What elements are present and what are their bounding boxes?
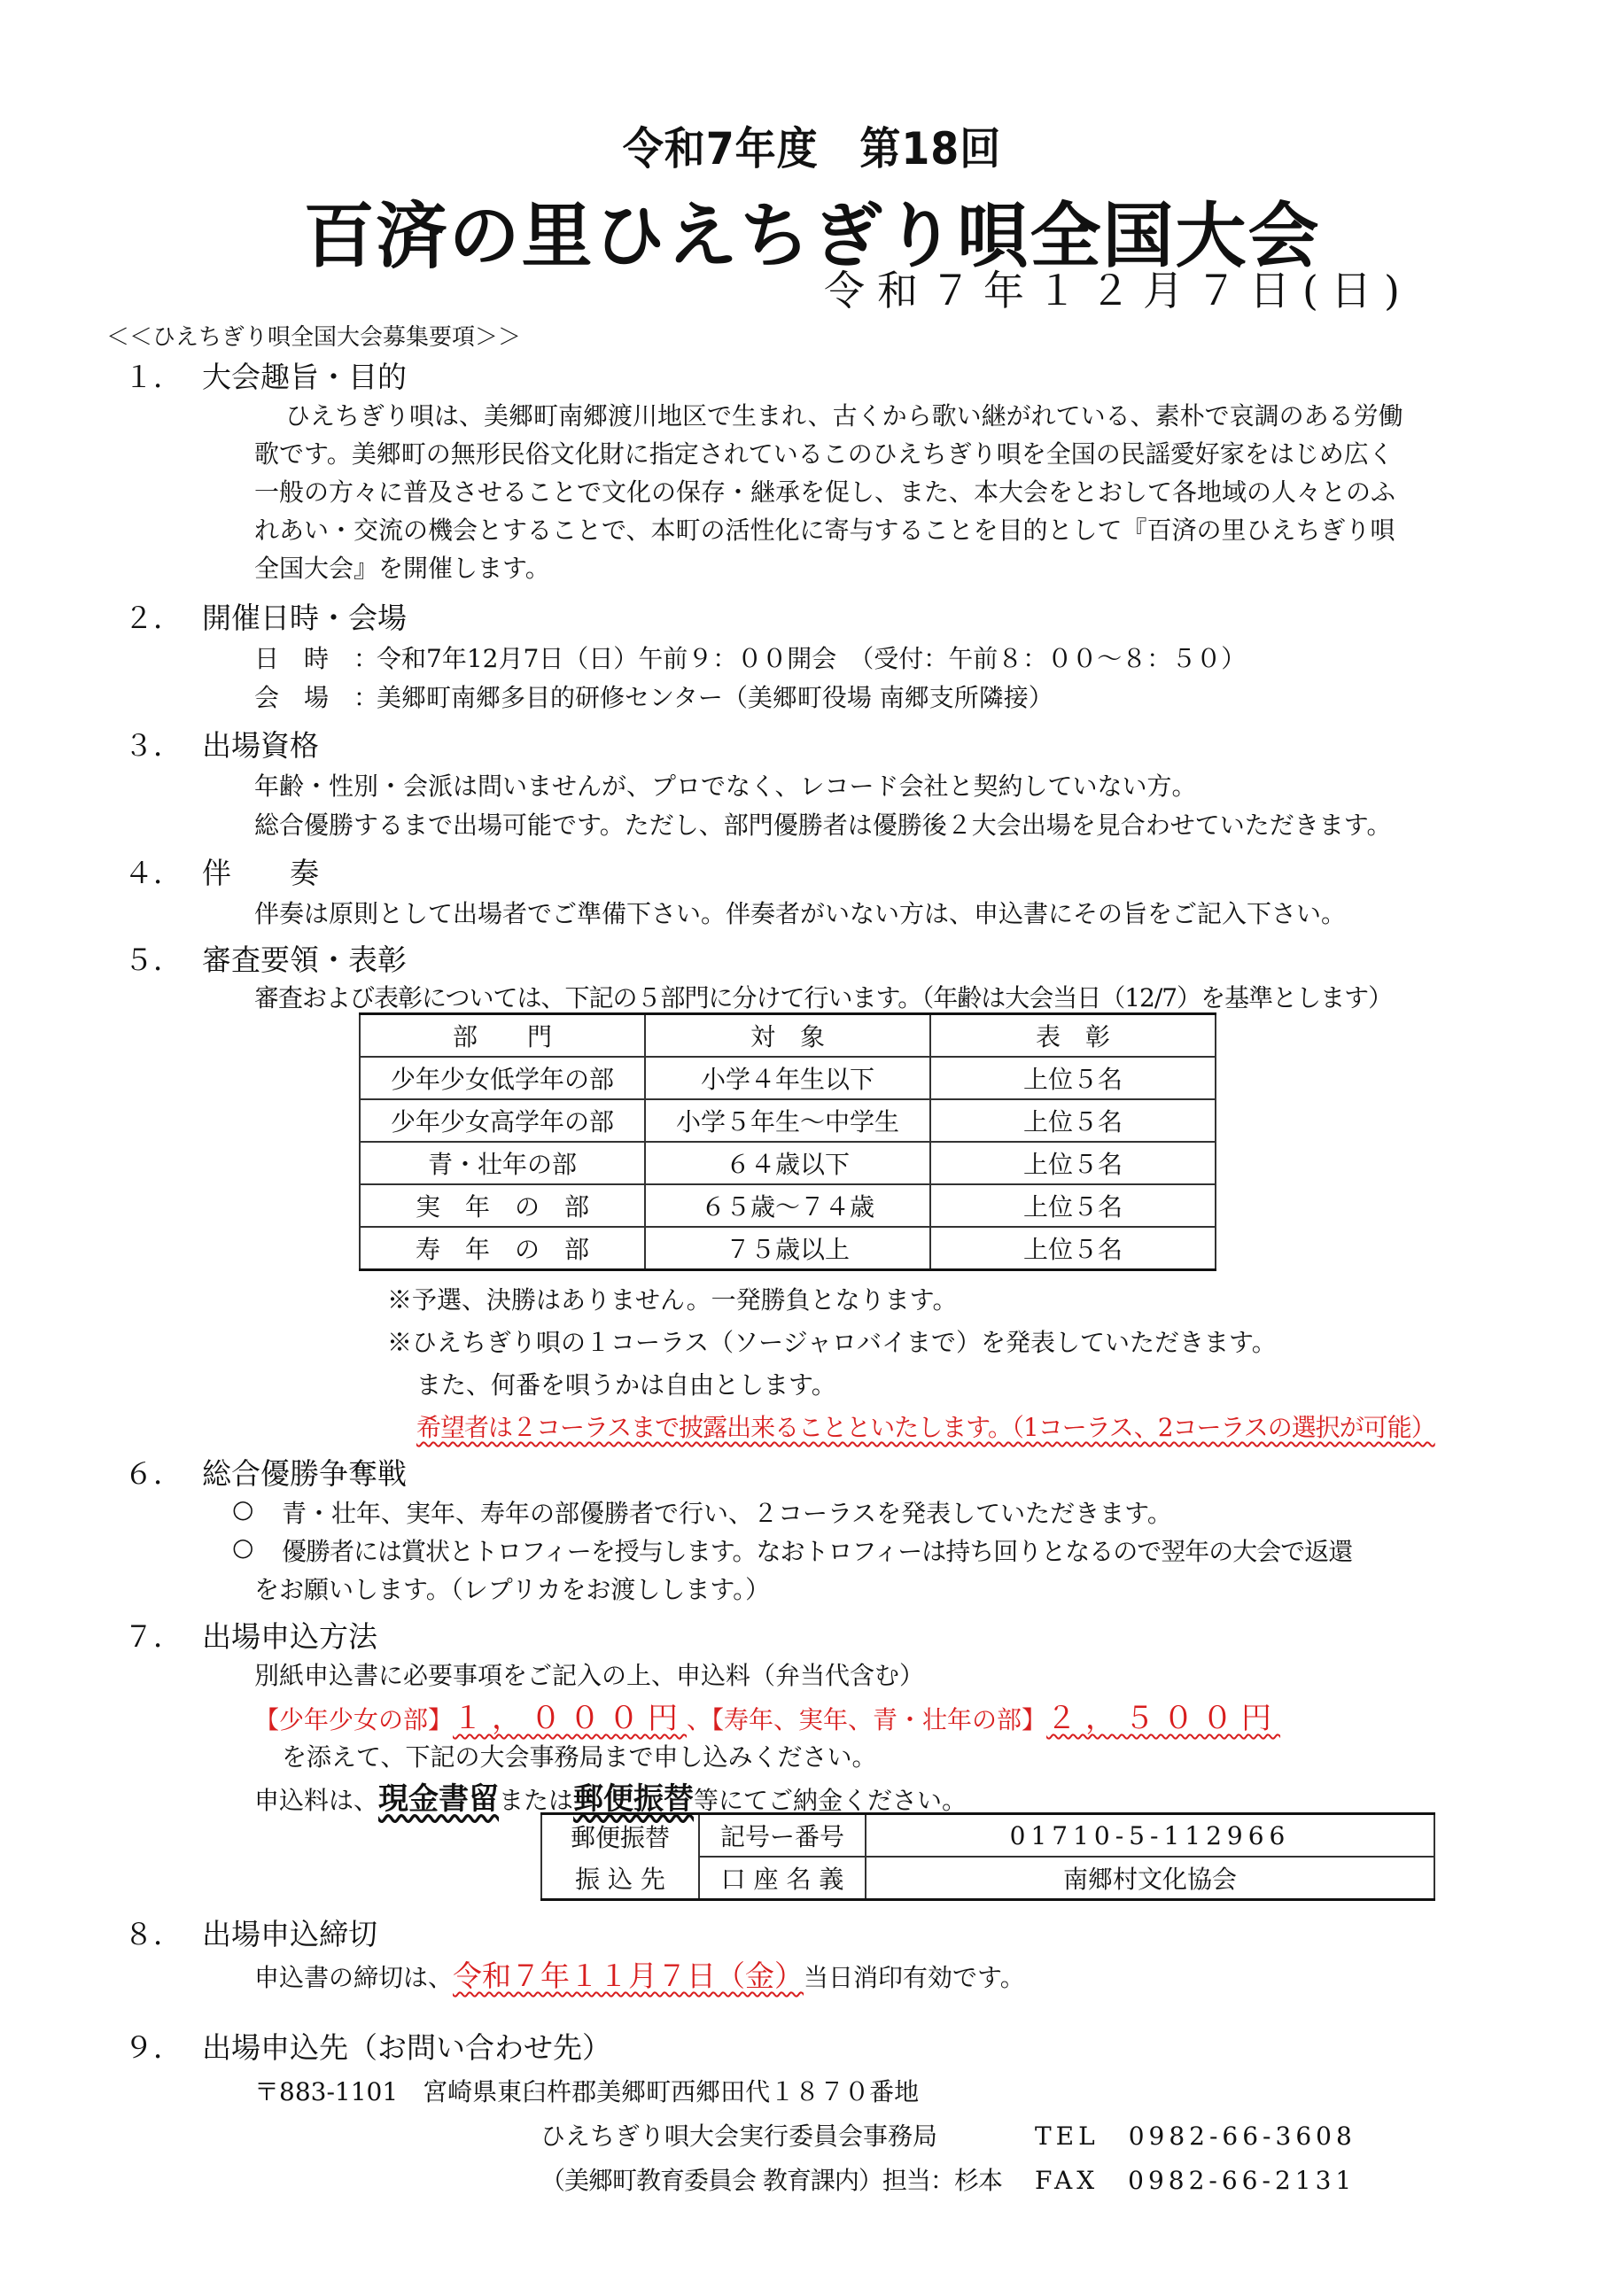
section-number: ２． [124,601,183,635]
bullet-icon: ○ [232,1494,254,1524]
section-title: 大会趣旨・目的 [202,360,407,394]
table-row [541,1857,1434,1900]
section-number: ６． [124,1456,183,1491]
table-cell: 上位５名 [930,1057,1216,1099]
s6-item: 青・壮年、実年、寿年の部優勝者で行い、２コーラスを発表していただきます。 [282,1499,1172,1528]
fee-value-adult: ２，５００円 [1046,1701,1281,1736]
table-row [360,1099,1216,1142]
awards-table [359,1012,1216,1271]
date-label: 日 時 ： [254,644,379,673]
s1-line: 歌です。美郷町の無形民俗文化財に指定されているこのひえちぎり唄を全国の民謡愛好家をはじめ広く [254,439,1394,469]
table-header: 表 彰 [930,1014,1216,1058]
date-value: 令和7年12月7日（日）午前９：００開会 （受付：午前８：００～８：５０） [377,644,1247,673]
table-cell: ７５歳以上 [645,1227,930,1270]
table-row [360,1142,1216,1184]
title-edition: 令和7年度 第18回 [622,123,1002,175]
s5-note: また、何番を唄うかは自由とします。 [416,1370,836,1400]
section-2-heading [124,595,407,637]
s3-line: 総合優勝するまで出場可能です。ただし、部門優勝者は優勝後２大会出場を見合わせていただきます。 [254,811,1392,840]
section-1-heading [124,354,407,396]
table-cell: 上位５名 [930,1142,1216,1184]
table-cell: 小学４年生以下 [645,1057,930,1099]
payment-line [254,1774,967,1818]
deadline-suffix: 当日消印有効です。 [804,1963,1025,1992]
contact-tel: TEL 0982-66-3608 [1035,2121,1356,2151]
venue-value: 美郷町南郷多目的研修センター（美郷町役場 南郷支所隣接） [377,683,1053,712]
section-6-heading [124,1451,407,1493]
bank-label: 振 込 先 [541,1857,699,1900]
table-cell: 上位５名 [930,1099,1216,1142]
section-title: 出場資格 [202,728,319,763]
deadline-prefix: 申込書の締切は、 [254,1963,454,1992]
contact-office-detail: （美郷町教育委員会 教育課内）担当：杉本 [540,2166,1002,2195]
fee-label-youth: 【少年少女の部】 [254,1705,454,1734]
payment-method-cash: 現金書留 [378,1781,500,1817]
section-number: ９． [124,2030,183,2065]
s1-line: ひえちぎり唄は、美郷町南郷渡川地区で生まれ、古くから歌い継がれている、素朴で哀調のある労働 [285,401,1403,430]
section-5-heading [124,937,407,979]
section-9-heading [124,2025,611,2067]
payment-mid: または [499,1786,574,1815]
bank-key: 記号ー番号 [699,1814,866,1858]
table-header: 対 象 [645,1014,930,1058]
page-title: 百済の里ひえちぎり唄全国大会 [303,195,1321,277]
bank-key: 口 座 名 義 [699,1857,866,1900]
table-cell: 少年少女高学年の部 [360,1099,645,1142]
section-number: １． [124,360,183,394]
bullet-icon: ○ [232,1532,254,1562]
section-number: ７． [124,1619,183,1654]
table-cell: ６５歳～７４歳 [645,1184,930,1227]
section-title: 伴 奏 [202,856,319,890]
deadline-line [254,1953,1025,1995]
s3-line: 年齢・性別・会派は問いませんが、プロでなく、レコード会社と契約していない方。 [254,772,1197,801]
table-row [360,1184,1216,1227]
section-number: ５． [124,942,183,977]
section-title: 審査要領・表彰 [202,942,407,977]
table-cell: 少年少女低学年の部 [360,1057,645,1099]
section-number: ８． [124,1917,183,1951]
contact-address: 〒883-1101 宮崎県東臼杵郡美郷町西郷田代１８７０番地 [254,2077,920,2106]
section-number: ３． [124,728,183,763]
fee-line [254,1694,1280,1737]
s5-note: ※ひえちぎり唄の１コーラス（ソージャロバイまで）を発表していただきます。 [387,1328,1277,1357]
section-title: 出場申込締切 [202,1917,377,1951]
section-title: 出場申込方法 [202,1619,377,1654]
s6-item: 優勝者には賞状とトロフィーを授与します。なおトロフィーは持ち回りとなるので翌年の大会で返還 [282,1537,1353,1566]
fee-value-youth: １，０００円 [453,1701,688,1736]
payment-method-postal: 郵便振替 [573,1781,695,1817]
fee-separator: 、 [687,1705,712,1734]
section-title: 開催日時・会場 [202,601,407,635]
table-row [360,1057,1216,1099]
subheading: ＜＜ひえちぎり唄全国大会募集要項＞＞ [106,324,522,351]
venue-label: 会 場 ： [254,683,379,712]
deadline-date: 令和７年１１月７日（金） [453,1959,804,1993]
section-8-heading [124,1912,377,1953]
table-cell: 上位５名 [930,1184,1216,1227]
contact-office: ひえちぎり唄大会実行委員会事務局 [540,2121,938,2151]
table-cell: 上位５名 [930,1227,1216,1270]
s7-line: 別紙申込書に必要事項をご記入の上、申込料（弁当代含む） [254,1661,925,1690]
s5-highlight-note: 希望者は２コーラスまで披露出来ることといたします。（1コーラス、2コーラスの選択が可能） [416,1413,1435,1442]
section-3-heading [124,723,319,764]
table-cell: ６４歳以下 [645,1142,930,1184]
table-header: 部 門 [360,1014,645,1058]
s1-line: 全国大会』を開催します。 [254,554,550,583]
table-header-row [360,1014,1216,1058]
s1-line: 一般の方々に普及させることで文化の保存・継承を促し、また、本大会をとおして各地域の人々とのふ [254,477,1396,507]
s5-intro: 審査および表彰については、下記の５部門に分けて行います。（年齢は大会当日（12/7）を基準とします） [254,983,1393,1012]
bank-transfer-table [540,1812,1435,1901]
table-row [360,1227,1216,1270]
fee-label-adult: 【寿年、実年、青・壮年の部】 [711,1705,1047,1734]
s7-line: を添えて、下記の大会事務局まで申し込みください。 [282,1742,877,1772]
table-cell: 小学５年生～中学生 [645,1099,930,1142]
section-title: 出場申込先（お問い合わせ先） [202,2030,611,2065]
table-cell: 青・壮年の部 [360,1142,645,1184]
s1-line: れあい・交流の機会とすることで、本町の活性化に寄与することを目的として『百済の里ひえちぎり唄 [254,516,1395,545]
s5-note: ※予選、決勝はありません。一発勝負となります。 [387,1285,958,1315]
section-number: ４． [124,856,183,890]
section-title: 総合優勝争奪戦 [202,1456,407,1491]
payment-suffix: 等にてご納金ください。 [694,1786,967,1815]
section-4-heading [124,850,319,892]
table-cell: 寿 年 の 部 [360,1227,645,1270]
s6-item-cont: をお願いします。（レプリカをお渡しします。） [254,1575,771,1604]
s4-line: 伴奏は原則として出場者でご準備下さい。伴奏者がいない方は、申込書にその旨をご記入下さい。 [254,899,1347,928]
account-name: 南郷村文化協会 [866,1857,1434,1900]
bank-label: 郵便振替 [541,1814,699,1858]
account-number: 01710-5-112966 [866,1814,1434,1858]
table-row [541,1814,1434,1858]
contact-fax: FAX 0982-66-2131 [1035,2166,1356,2195]
event-date: 令和７年１２月７日(日) [824,267,1412,314]
section-7-heading [124,1614,377,1656]
table-cell: 実 年 の 部 [360,1184,645,1227]
payment-prefix: 申込料は、 [254,1786,379,1815]
